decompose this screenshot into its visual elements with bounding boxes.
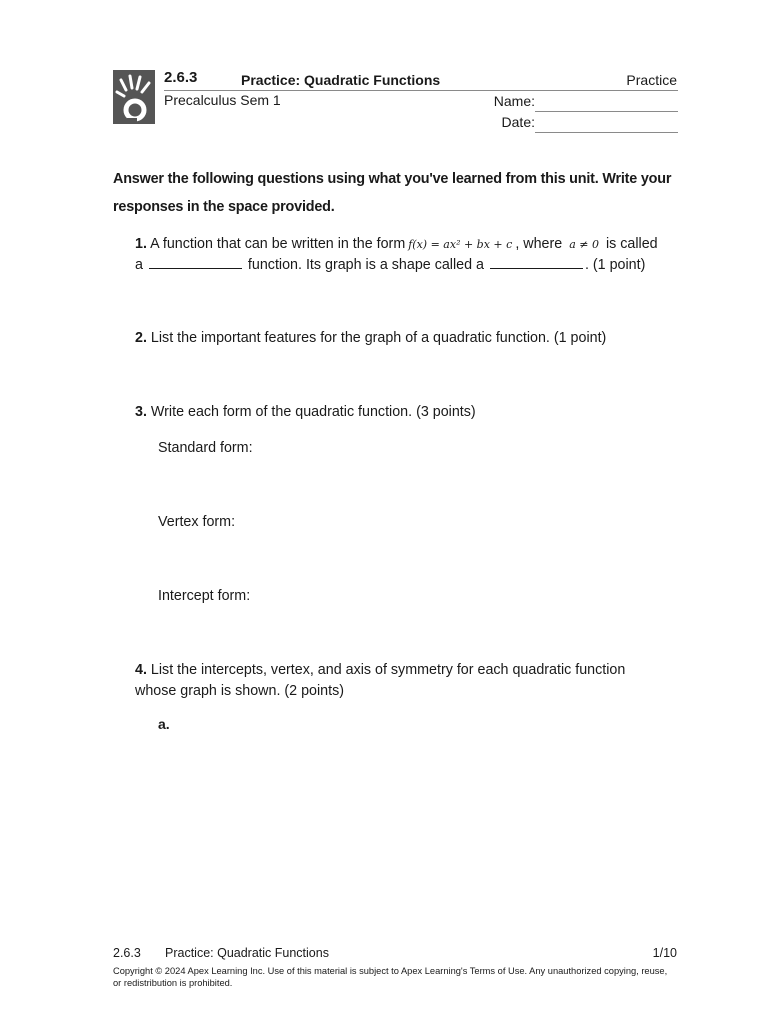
question-number: 2. [135,330,147,346]
page-number: 1/10 [652,946,677,960]
question-1 [135,234,680,276]
question-3 [135,402,680,423]
question-text: a [135,257,143,273]
activity-type: Practice [626,72,677,88]
intercept-form-label: Intercept form: [158,588,251,604]
footer-lesson-title: Practice: Quadratic Functions [165,946,329,960]
apex-lightbulb-logo-icon [113,70,155,124]
date-label: Date: [501,114,535,130]
date-field[interactable] [535,132,678,133]
question-text: is called [605,236,658,252]
question-number: 1. [135,236,147,252]
question-text: A function that can be written in the form [150,236,406,252]
lesson-title: Practice: Quadratic Functions [241,72,441,88]
condition-formula: a ≠ 0 [569,238,599,251]
question-text: , where [515,236,563,252]
question-4 [135,660,665,702]
question-number: 4. [135,662,147,678]
answer-blank-2[interactable] [490,256,583,269]
question-2 [135,328,680,349]
name-field[interactable] [535,111,678,112]
instructions: Answer the following questions using what you've learned from this unit. Write your responses in the space provided. [113,171,672,215]
question-text: . (1 point) [584,257,646,273]
question-text: Write each form of the quadratic function. (3 points) [150,404,476,420]
question-text: List the important features for the graph of a quadratic function. (1 point) [150,330,607,346]
part-a-label: a. [158,716,170,732]
footer-lesson-number: 2.6.3 [113,946,141,960]
question-text: List the intercepts, vertex, and axis of symmetry for each quadratic function whose graph is shown. (2 points) [135,662,626,699]
quadratic-formula: f(x) = ax² + bx + c [408,238,513,251]
vertex-form-label: Vertex form: [158,514,236,530]
course-name: Precalculus Sem 1 [164,92,281,108]
copyright-notice: Copyright © 2024 Apex Learning Inc. Use of this material is subject to Apex Learning's Terms of Use. Any unauthorized copying, reuse, or redistribution is prohibited. [113,966,668,988]
answer-blank-1[interactable] [149,256,242,269]
question-text: function. Its graph is a shape called a [247,257,484,273]
name-label: Name: [493,93,535,109]
standard-form-label: Standard form: [158,440,253,456]
question-number: 3. [135,404,147,420]
lesson-number: 2.6.3 [164,69,198,86]
header-divider [164,90,678,91]
